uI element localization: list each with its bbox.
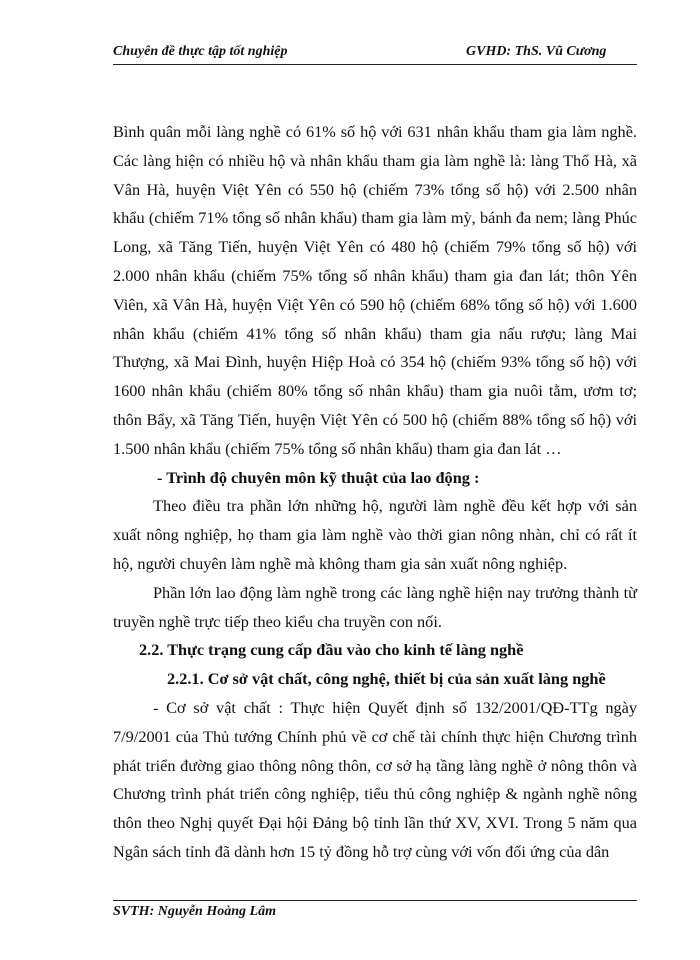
section-heading-2-2-1: 2.2.1. Cơ sở vật chất, công nghệ, thiết bị của sản xuất làng nghề xyxy=(167,669,606,689)
paragraph-infrastructure: - Cơ sở vật chất : Thực hiện Quyết định số 132/2001/QĐ-TTg ngày 7/9/2001 của Thủ tướng Chính phủ về cơ chế tài chính thực hiện Chương trình phát triển đường giao thông nông thôn, cơ sở hạ tầng làng nghề ở nông thôn và Chương trình phát triển công nghiệp, tiểu thủ công nghiệp & ngành nghề nông thôn theo Nghị quyết Đại hội Đảng bộ tỉnh lần thứ XV, XVI. Trong 5 năm qua Ngân sách tỉnh đã dành hơn 15 tỷ đồng hỗ trợ cùng với vốn đối ứng của dân xyxy=(113,697,637,861)
paragraph-traditional-training: Phần lớn lao động làm nghề trong các làng nghề hiện nay trưởng thành từ truyền nghề trực tiếp theo kiểu cha truyền con nối. xyxy=(113,582,637,631)
header-document-title: Chuyên đề thực tập tốt nghiệp xyxy=(113,44,288,59)
footer-student-name: SVTH: Nguyễn Hoàng Lâm xyxy=(113,904,276,919)
paragraph-survey: Theo điều tra phần lớn những hộ, người làm nghề đều kết hợp với sản xuất nông nghiệp, họ tham gia làm nghề vào thời gian nông nhàn, chỉ có rất ít hộ, người chuyên làm nghề mà không tham gia sản xuất nông nghiệp. xyxy=(113,496,637,573)
bullet-heading-labor-skills: - Trình độ chuyên môn kỹ thuật của lao động : xyxy=(157,467,480,487)
header-advisor: GVHD: ThS. Vũ Cương xyxy=(466,44,607,59)
page-footer xyxy=(113,900,637,920)
section-heading-2-2: 2.2. Thực trạng cung cấp đầu vào cho kinh tế làng nghề xyxy=(139,640,524,660)
page-header xyxy=(113,44,637,65)
paragraph-household-statistics: Bình quân mỗi làng nghề có 61% số hộ với 631 nhân khẩu tham gia làm nghề. Các làng hiện có nhiều hộ và nhân khẩu tham gia làm nghề là: làng Thổ Hà, xã Vân Hà, huyện Việt Yên có 550 hộ (chiếm 73% tổng số hộ) với 2.500 nhân khẩu (chiếm 71% tổng số nhân khẩu) tham gia làm mỳ, bánh đa nem; làng Phúc Long, xã Tăng Tiến, huyện Việt Yên có 480 hộ (chiếm 79% tổng số hộ) với 2.000 nhân khẩu (chiếm 75% tổng số nhân khẩu) tham gia đan lát; thôn Yên Viên, xã Vân Hà, huyện Việt Yên có 590 hộ (chiếm 68% tổng số hộ) với 1.600 nhân khẩu (chiếm 41% tổng số nhân khẩu) tham gia nấu rượu; làng Mai Thượng, xã Mai Đình, huyện Hiệp Hoà có 354 hộ (chiếm 93% tổng số hộ) với 1600 nhân khẩu (chiếm 80% tổng số nhân khẩu) tham gia nuôi tằm, ươm tơ; thôn Bẩy, xã Tăng Tiến, huyện Việt Yên có 500 hộ (chiếm 88% tổng số hộ) với 1.500 nhân khẩu (chiếm 75% tổng số nhân khẩu) tham gia đan lát … xyxy=(113,122,637,458)
document-body xyxy=(113,118,637,867)
